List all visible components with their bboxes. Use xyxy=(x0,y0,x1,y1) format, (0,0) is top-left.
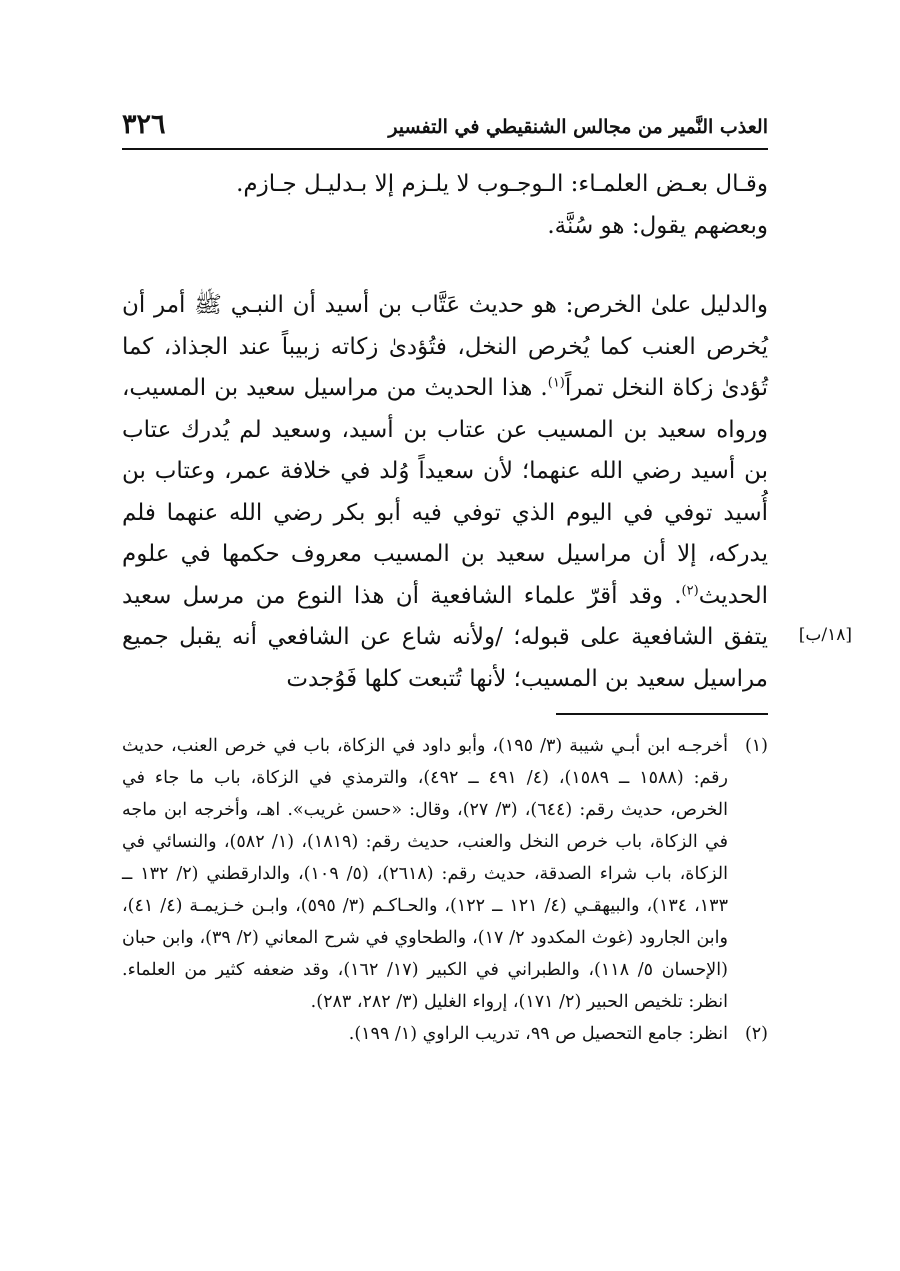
paragraph-segment: والدليل علىٰ الخرص: هو حديث عَتَّاب بن أسيد أن النبـي ﷺ أمر أن يُخرص العنب كما يُخرص النخل، فتُؤدىٰ زكاته زبيباً عند الجذاذ، كما تُؤدىٰ زكاة النخل تمراً xyxy=(122,292,768,401)
paragraph: وبعضهم يقول: هو سُنَّة. xyxy=(547,212,768,239)
footnote-reference: (١) xyxy=(547,375,565,391)
footnote-text: أخرجـه ابن أبـي شيبة (٣/ ١٩٥)، وأبو داود في الزكاة، باب في خرص العنب، حديث رقم: (١٥٨٨ ــ ١٥٨٩)، (٤/ ٤٩١ ــ ٤٩٢)، والترمذي في الزكاة، باب ما جاء في الخرص، حديث رقم: (٦٤٤)، (٣/ ٢٧)، وقال: «حسن غريب». اهـ، وأخرجه ابن ماجه في الزكاة، باب خرص النخل والعنب، حديث رقم: (١٨١٩)، (١/ ٥٨٢)، والنسائي في الزكاة، باب شراء الصدقة، حديث رقم: (٢٦١٨)، (٥/ ١٠٩)، والدارقطني (٢/ ١٣٢ ــ ١٣٣، ١٣٤)، والبيهقـي (٤/ ١٢١ ــ ١٢٢)، والحـاكـم (٣/ ٥٩٥)، وابـن خـزيمـة (٤/ ٤١)، وابن الجارود (غوث المكدود ٢/ ١٧)، والطحاوي في شرح المعاني (٢/ ٣٩)، وابن حبان (الإحسان ٥/ ١١٨)، والطبراني في الكبير (١٧/ ١٦٢)، وقد ضعفه كثير من العلماء. انظر: تلخيص الحبير (٢/ ١٧١)، إرواء الغليل (٣/ ٢٨٢، ٢٨٣). xyxy=(122,736,729,1012)
footnote xyxy=(122,1018,768,1050)
paragraph xyxy=(122,285,768,700)
paragraph: وقـال بعـض العلمـاء: الـوجـوب لا يلـزم إلا بـدليـل جـازم. xyxy=(236,171,768,197)
page-header xyxy=(122,108,768,150)
paragraph-segment: . هذا الحديث من مراسيل سعيد بن المسيب، ورواه سعيد بن المسيب عن عتاب بن أسيد، وسعيد لم يُدرك عتاب بن أسيد رضي الله عنهما؛ لأن سعيداً وُلد في خلافة عمر، وعتاب بن أُسيد توفي في اليوم الذي توفي فيه أبو بكر رضي الله عنهما فلم يدركه، إلا أن مراسيل سعيد بن المسيب معروف حكمها في علوم الحديث xyxy=(122,375,768,609)
paragraph-segment: . وقد أقرّ علماء الشافعية أن هذا النوع من مرسل سعيد يتفق الشافعية على قبوله؛ /ولأنه شاع عن الشافعي أنه يقبل جميع مراسيل سعيد بن المسيب؛ لأنها تُتبعت كلها فَوُجدت xyxy=(122,582,768,692)
footnote xyxy=(122,730,768,1018)
footnotes xyxy=(122,730,768,1050)
footnote-marker: (١) xyxy=(744,736,768,756)
manuscript-folio-marker: [١٨/ب] xyxy=(798,625,852,645)
page-number: ٣٢٦ xyxy=(122,109,166,140)
running-title: العذب النَّمير من مجالس الشنقيطي في التفسير xyxy=(388,116,768,138)
footnote-marker: (٢) xyxy=(744,1024,768,1044)
footnote-reference: (٢) xyxy=(681,582,699,598)
footnote-text: انظر: جامع التحصيل ص ٩٩، تدريب الراوي (١/ ١٩٩). xyxy=(348,1024,728,1044)
main-text xyxy=(122,164,768,700)
footnote-divider xyxy=(556,713,768,715)
